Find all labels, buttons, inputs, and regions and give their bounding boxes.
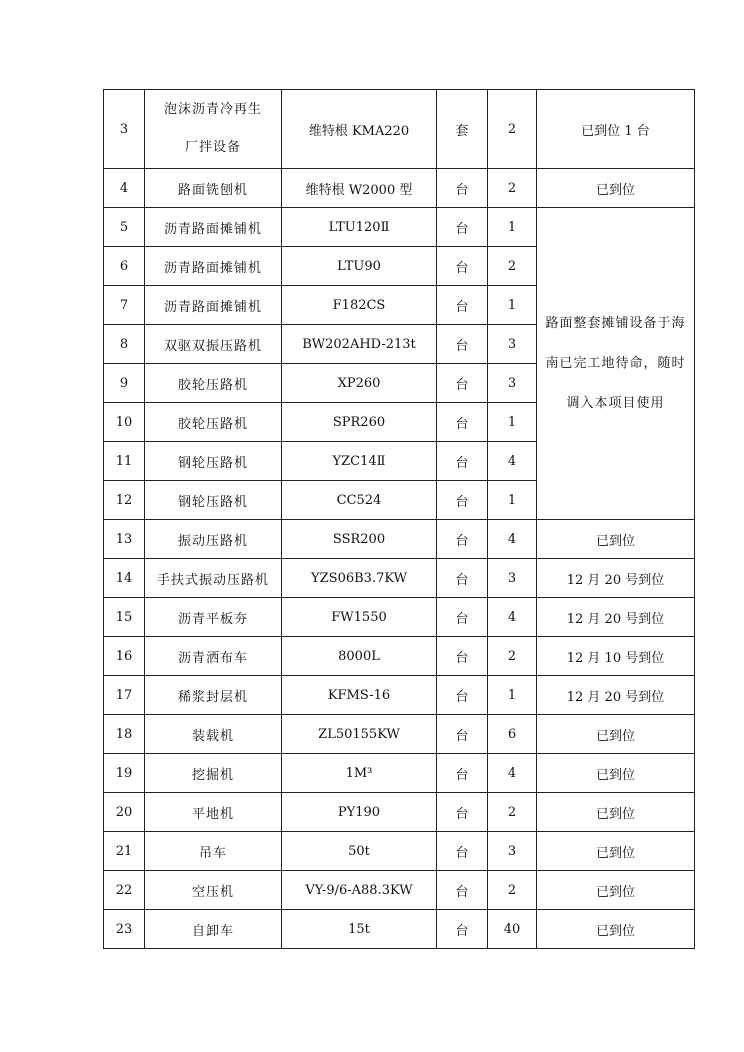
- model-cell: 8000L: [282, 637, 437, 676]
- quantity-cell: 1: [488, 208, 537, 247]
- equipment-name-cell: 路面铣刨机: [145, 169, 282, 208]
- row-number-cell: 19: [104, 754, 145, 793]
- equipment-name-cell: 装载机: [145, 715, 282, 754]
- equipment-name-cell: 稀浆封层机: [145, 676, 282, 715]
- row-number-cell: 8: [104, 325, 145, 364]
- row-number-cell: 12: [104, 481, 145, 520]
- row-number-cell: 15: [104, 598, 145, 637]
- unit-cell: 台: [437, 754, 488, 793]
- unit-cell: 台: [437, 286, 488, 325]
- row-number-cell: 14: [104, 559, 145, 598]
- model-cell: FW1550: [282, 598, 437, 637]
- table-row: [104, 793, 695, 832]
- unit-cell: 台: [437, 832, 488, 871]
- model-cell: XP260: [282, 364, 437, 403]
- unit-cell: 台: [437, 325, 488, 364]
- quantity-cell: 1: [488, 286, 537, 325]
- unit-cell: 台: [437, 559, 488, 598]
- unit-cell: 台: [437, 403, 488, 442]
- equipment-name-cell: 空压机: [145, 871, 282, 910]
- equipment-name-cell: 自卸车: [145, 910, 282, 949]
- remark-cell: 12 月 20 号到位: [537, 676, 695, 715]
- quantity-cell: 3: [488, 364, 537, 403]
- quantity-cell: 4: [488, 442, 537, 481]
- quantity-cell: 4: [488, 598, 537, 637]
- equipment-name-cell: [145, 90, 282, 169]
- model-cell: YZS06B3.7KW: [282, 559, 437, 598]
- remark-cell: 12 月 10 号到位: [537, 637, 695, 676]
- table-body: [104, 90, 695, 949]
- model-cell: CC524: [282, 481, 437, 520]
- model-cell: ZL50155KW: [282, 715, 437, 754]
- unit-cell: 台: [437, 676, 488, 715]
- model-cell: F182CS: [282, 286, 437, 325]
- model-cell: 50t: [282, 832, 437, 871]
- quantity-cell: 2: [488, 90, 537, 169]
- model-cell: VY-9/6-A88.3KW: [282, 871, 437, 910]
- equipment-name-cell: 沥青路面摊铺机: [145, 208, 282, 247]
- table-row: [104, 676, 695, 715]
- row-number-cell: 9: [104, 364, 145, 403]
- equipment-name-cell: 钢轮压路机: [145, 481, 282, 520]
- equipment-name-cell: 双驱双振压路机: [145, 325, 282, 364]
- model-cell: 1M³: [282, 754, 437, 793]
- equipment-name-cell: 钢轮压路机: [145, 442, 282, 481]
- unit-cell: 台: [437, 169, 488, 208]
- model-cell: BW202AHD-213t: [282, 325, 437, 364]
- quantity-cell: 2: [488, 793, 537, 832]
- model-cell: YZC14Ⅱ: [282, 442, 437, 481]
- table-row: [104, 559, 695, 598]
- unit-cell: 台: [437, 715, 488, 754]
- quantity-cell: 40: [488, 910, 537, 949]
- equipment-name-cell: 吊车: [145, 832, 282, 871]
- equipment-name-cell: 平地机: [145, 793, 282, 832]
- row-number-cell: 17: [104, 676, 145, 715]
- equipment-table: [103, 89, 695, 949]
- model-cell: LTU120Ⅱ: [282, 208, 437, 247]
- equipment-name-cell: 手扶式振动压路机: [145, 559, 282, 598]
- model-cell: 15t: [282, 910, 437, 949]
- model-cell: 维特根 KMA220: [282, 90, 437, 169]
- quantity-cell: 2: [488, 169, 537, 208]
- unit-cell: 台: [437, 442, 488, 481]
- unit-cell: 台: [437, 910, 488, 949]
- equipment-name-line: 厂拌设备: [184, 140, 241, 155]
- row-number-cell: 13: [104, 520, 145, 559]
- row-number-cell: 16: [104, 637, 145, 676]
- quantity-cell: 1: [488, 481, 537, 520]
- quantity-cell: 1: [488, 403, 537, 442]
- remark-cell: 已到位 1 台: [537, 90, 695, 169]
- equipment-name-line: 泡沫沥青冷再生: [163, 102, 262, 117]
- table-row: [104, 832, 695, 871]
- merged-remark-cell: 路面整套摊铺设备于海南已完工地待命，随时调入本项目使用: [537, 208, 695, 520]
- row-number-cell: 3: [104, 90, 145, 169]
- table-row: [104, 637, 695, 676]
- quantity-cell: 2: [488, 871, 537, 910]
- quantity-cell: 3: [488, 325, 537, 364]
- row-number-cell: 23: [104, 910, 145, 949]
- quantity-cell: 4: [488, 520, 537, 559]
- quantity-cell: 2: [488, 247, 537, 286]
- table-row: [104, 520, 695, 559]
- unit-cell: 台: [437, 637, 488, 676]
- row-number-cell: 7: [104, 286, 145, 325]
- table-row: [104, 208, 695, 247]
- equipment-name-cell: 沥青平板夯: [145, 598, 282, 637]
- table-row: [104, 715, 695, 754]
- model-cell: SPR260: [282, 403, 437, 442]
- row-number-cell: 20: [104, 793, 145, 832]
- remark-cell: 已到位: [537, 520, 695, 559]
- model-cell: LTU90: [282, 247, 437, 286]
- unit-cell: 台: [437, 364, 488, 403]
- model-cell: KFMS-16: [282, 676, 437, 715]
- unit-cell: 台: [437, 208, 488, 247]
- quantity-cell: 1: [488, 676, 537, 715]
- unit-cell: 台: [437, 871, 488, 910]
- unit-cell: 台: [437, 793, 488, 832]
- equipment-name-cell: 振动压路机: [145, 520, 282, 559]
- remark-cell: 已到位: [537, 715, 695, 754]
- quantity-cell: 2: [488, 637, 537, 676]
- unit-cell: 台: [437, 520, 488, 559]
- equipment-name-cell: 沥青洒布车: [145, 637, 282, 676]
- table-row: [104, 910, 695, 949]
- model-cell: 维特根 W2000 型: [282, 169, 437, 208]
- row-number-cell: 6: [104, 247, 145, 286]
- equipment-name-cell: 沥青路面摊铺机: [145, 286, 282, 325]
- row-number-cell: 11: [104, 442, 145, 481]
- remark-cell: 12 月 20 号到位: [537, 559, 695, 598]
- remark-cell: 已到位: [537, 793, 695, 832]
- remark-cell: 已到位: [537, 169, 695, 208]
- model-cell: PY190: [282, 793, 437, 832]
- row-number-cell: 18: [104, 715, 145, 754]
- remark-cell: 已到位: [537, 910, 695, 949]
- quantity-cell: 4: [488, 754, 537, 793]
- table-row: [104, 598, 695, 637]
- remark-cell: 已到位: [537, 871, 695, 910]
- unit-cell: 台: [437, 598, 488, 637]
- table-row: [104, 169, 695, 208]
- row-number-cell: 10: [104, 403, 145, 442]
- unit-cell: 台: [437, 247, 488, 286]
- quantity-cell: 3: [488, 832, 537, 871]
- quantity-cell: 3: [488, 559, 537, 598]
- row-number-cell: 5: [104, 208, 145, 247]
- equipment-name-cell: 胶轮压路机: [145, 364, 282, 403]
- row-number-cell: 21: [104, 832, 145, 871]
- table-row: [104, 871, 695, 910]
- equipment-name-cell: 胶轮压路机: [145, 403, 282, 442]
- remark-cell: 已到位: [537, 754, 695, 793]
- quantity-cell: 6: [488, 715, 537, 754]
- table-row: [104, 754, 695, 793]
- unit-cell: 台: [437, 481, 488, 520]
- table-row: [104, 90, 695, 169]
- remark-cell: 12 月 20 号到位: [537, 598, 695, 637]
- equipment-name-cell: 沥青路面摊铺机: [145, 247, 282, 286]
- equipment-name-cell: 挖掘机: [145, 754, 282, 793]
- row-number-cell: 22: [104, 871, 145, 910]
- remark-cell: 已到位: [537, 832, 695, 871]
- row-number-cell: 4: [104, 169, 145, 208]
- unit-cell: 套: [437, 90, 488, 169]
- model-cell: SSR200: [282, 520, 437, 559]
